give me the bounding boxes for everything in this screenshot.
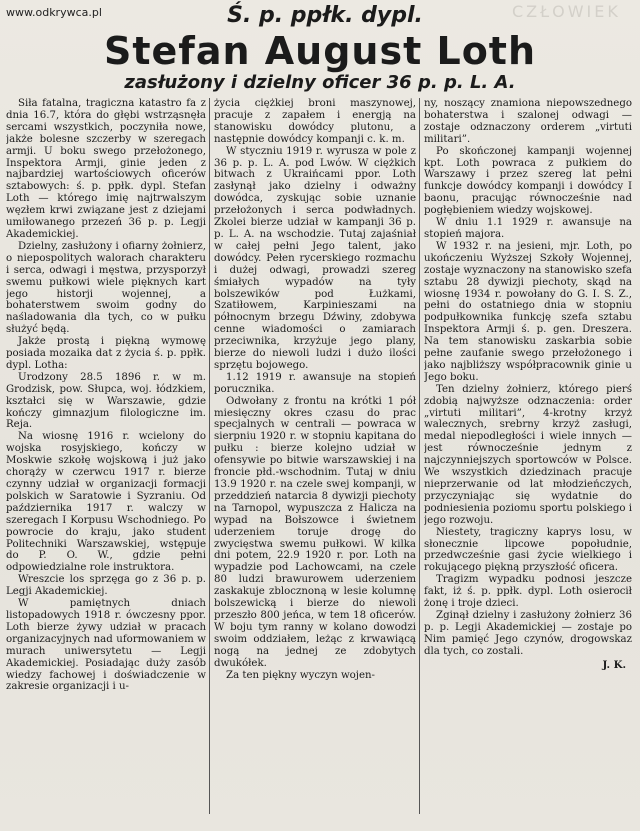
paragraph: Na wiosnę 1916 r. wcielony do wojska rosyjskiego, kończy w Moskwie szkołę wojskową i już jako chorąży w czerwcu 1917 r. bierze czynny udział w organizacji formacji polskich w Saratowie i Syzraniu. Od października 1917 r. walczy w szeregach I Korpusu Wschodniego. Po powrocie do kraju, jako student Politechniki Warszawskiej, wstępuje do P. O. W., gdzie pełni odpowiedzialne role instruktora. bbox=[6, 431, 206, 574]
paragraph: Jakże prostą i piękną wymowę posiada mozaika dat z życia ś. p. ppłk. dypl. Lotha: bbox=[6, 336, 206, 371]
paragraph: Za ten piękny wyczyn wojen- bbox=[226, 669, 375, 681]
source-watermark: www.odkrywca.pl bbox=[6, 6, 102, 19]
paragraph: Wreszcie los sprzęga go z 36 p. p. Legji Akademickiej. bbox=[6, 574, 206, 598]
paragraph: 1.12 1919 r. awansuje na stopień porucznika. bbox=[214, 371, 416, 395]
paragraph: W 1932 r. na jesieni, mjr. Loth, po ukończeniu Wyższej Szkoły Wojennej, zostaje wyznaczony na stanowisko szefa sztabu 28 dywizji piechoty, skąd na wiosnę 1934 r. powołany do G. I. S. Z., pełni do ostatniego dnia w stopniu podpułkownika funkcję szefa sztabu Inspektora Armji ś. p. gen. Dreszera. Na tem stanowisku zaskarbia sobie pełne zaufanie swego przełożonego i jako najbliższy współpracownik ginie u Jego boku. bbox=[424, 240, 632, 383]
paragraph: Urodzony 28.5 1896 r. w m. Grodzisk, pow. Słupca, woj. łódzkiem, kształci się w Warszawie, gdzie kończy gimnazjum filologiczne im. Reja. bbox=[6, 371, 206, 431]
paragraph: W dniu 1.1 1929 r. awansuje na stopień majora. bbox=[424, 217, 632, 240]
author-signature: J. K. bbox=[602, 658, 626, 671]
paragraph: Ten dzielny żołnierz, którego pierś zdobią najwyższe odznaczenia: order „virtuti militari”, 4-krotny krzyż walecznych, srebrny krzyż zasługi, medal niepodległości i wiele innych — jest równocześnie jednym z najczynniejszych sportowców w Polsce. We wszystkich dziedzinach pracuje nieprzerwanie od lat młodzieńczych, przyczyniając się wydatnie do podniesienia poziomu sportu polskiego i jego rozwoju. bbox=[424, 383, 632, 526]
column-divider bbox=[209, 98, 210, 814]
column-divider bbox=[419, 98, 420, 814]
paragraph: Siła fatalna, tragiczna katastro fa z dnia 16.7, która do głębi wstrząsnęła sercami wszystkich, poczyniła nowe, jakże bolesne szczerby w szeregach armji. U boku swego przełożonego, Inspektora Armji, ginie jeden z najbardziej wartościowych oficerów sztabowych: ś. p. ppłk. dypl. Stefan Loth — którego imię najtrwalszym węzłem krwi związane jest z dziejami umiłowanego przezeń 36 p. p. Legji Akademickiej. bbox=[6, 98, 206, 240]
paragraph: W pamiętnych dniach listopadowych 1918 r. ówczesny ppor. Loth bierze żywy udział w pracach organizacyjnych nad uformowaniem w murach uniwersytetu — Legji Akademickiej. Posiadając duży zasób wiedzy fachowej i doświadczenie w zakresie organizacji i u- bbox=[6, 598, 206, 693]
paragraph: Zginął dzielny i zasłużony żołnierz 36 p. p. Legji Akademickiej — zostaje po Nim pamięć Jego czynów, drogowskaz dla tych, co zostali. bbox=[424, 609, 632, 657]
paragraph: Po skończonej kampanji wojennej kpt. Loth powraca z pułkiem do Warszawy i przez szereg lat pełni funkcje dowódcy kompanji i dowódcy I baonu, pracując równocześnie nad pogłębieniem wiedzy wojskowej. bbox=[424, 145, 632, 217]
text-column-3 bbox=[424, 98, 632, 820]
article-title: Stefan August Loth bbox=[103, 29, 537, 73]
article-subtitle: zasłużony i dzielny oficer 36 p. p. L. A. bbox=[124, 72, 516, 93]
paragraph: W styczniu 1919 r. wyrusza w pole z 36 p. p. L. A. pod Lwów. W ciężkich bitwach z Ukraińcami ppor. Loth zasłynął jako dzielny i odważny dowódca, zyskując sobie uznanie przełożonych i serca podwładnych. Zkolei bierze udział w kampanji 36 p. p. L. A. na wschodzie. Tutaj zajaśniał w całej pełni Jego talent, jako dowódcy. Pełen rycerskiego rozmachu i dużej odwagi, prowadzi szereg śmiałych wypadów na tyły bolszewików pod Łużkami, Szatiłowem, Karpinieszami na północnym brzegu Dźwiny, zdobywa cenne wiadomości o zamiarach przeciwnika, krzyżuje jego plany, bierze do niewoli ludzi i dużo ilości sprzętu bojowego. bbox=[214, 145, 416, 371]
rank-line: Ś. p. ppłk. dypl. bbox=[227, 3, 423, 28]
paragraph: życia ciężkiej broni maszynowej, pracuje z zapałem i energją na stanowisku dowódcy plutonu, a następnie dowódcy kompanji c. k. m. bbox=[214, 98, 416, 145]
text-column-1 bbox=[6, 98, 206, 820]
paragraph: Tragizm wypadku podnosi jeszcze fakt, iż ś. p. ppłk. dypl. Loth osierocił żonę i troje dzieci. bbox=[424, 574, 632, 610]
paragraph: Dzielny, zasłużony i ofiarny żołnierz, o niepospolitych walorach charakteru i serca, odwagi i męstwa, przysporzył swemu pułkowi wiele pięknych kart jego historji wojennej, a bohaterstwem swoim godny do naśladowania dla tych, co w pułku służyć będą. bbox=[6, 240, 206, 336]
paragraph: ny, noszący znamiona niepowszednego bohaterstwa i szalonej odwagi — zostaje odznaczony orderem „virtuti militari”. bbox=[424, 98, 632, 145]
paragraph: Odwołany z frontu na krótki 1 pół miesięczny okres czasu do prac specjalnych w centrali — powraca w sierpniu 1920 r. w stopniu kapitana do pułku : bierze kolejno udział w ofensywie po bitwie warszawskiej i na froncie płd.-wschodnim. Tutaj w dniu 13.9 1920 r. na czele swej kompanji, w przeddzień natarcia 8 dywizji piechoty na Tarnopol, wypuszcza z Halicza na wypad na Bołszowce i świetnem uderzeniem toruje drogę do zwycięstwa swemu pułkowi. W kilka dni potem, 22.9 1920 r. por. Loth na wypadzie pod Lachowcami, na czele 80 ludzi brawurowem uderzeniem zaskakuje zblocznoną w lesie kolumnę bolszewicką i bierze do niewoli przeszło 800 jeńca, w tem 18 oficerów. W boju tym ranny w kolano dowodzi swoim oddziałem, leżąc z krwawiącą nogą na jednej ze zdobytych dwukółek. bbox=[214, 395, 416, 669]
text-column-2 bbox=[214, 98, 416, 820]
faint-adjacent-header: CZŁOWIEK bbox=[512, 2, 621, 21]
paragraph: Niestety, tragiczny kaprys losu, w słonecznie lipcowe popołudnie, przedwcześnie gasi życie wielkiego i rokującego piękną przyszłość oficera. bbox=[424, 526, 632, 574]
